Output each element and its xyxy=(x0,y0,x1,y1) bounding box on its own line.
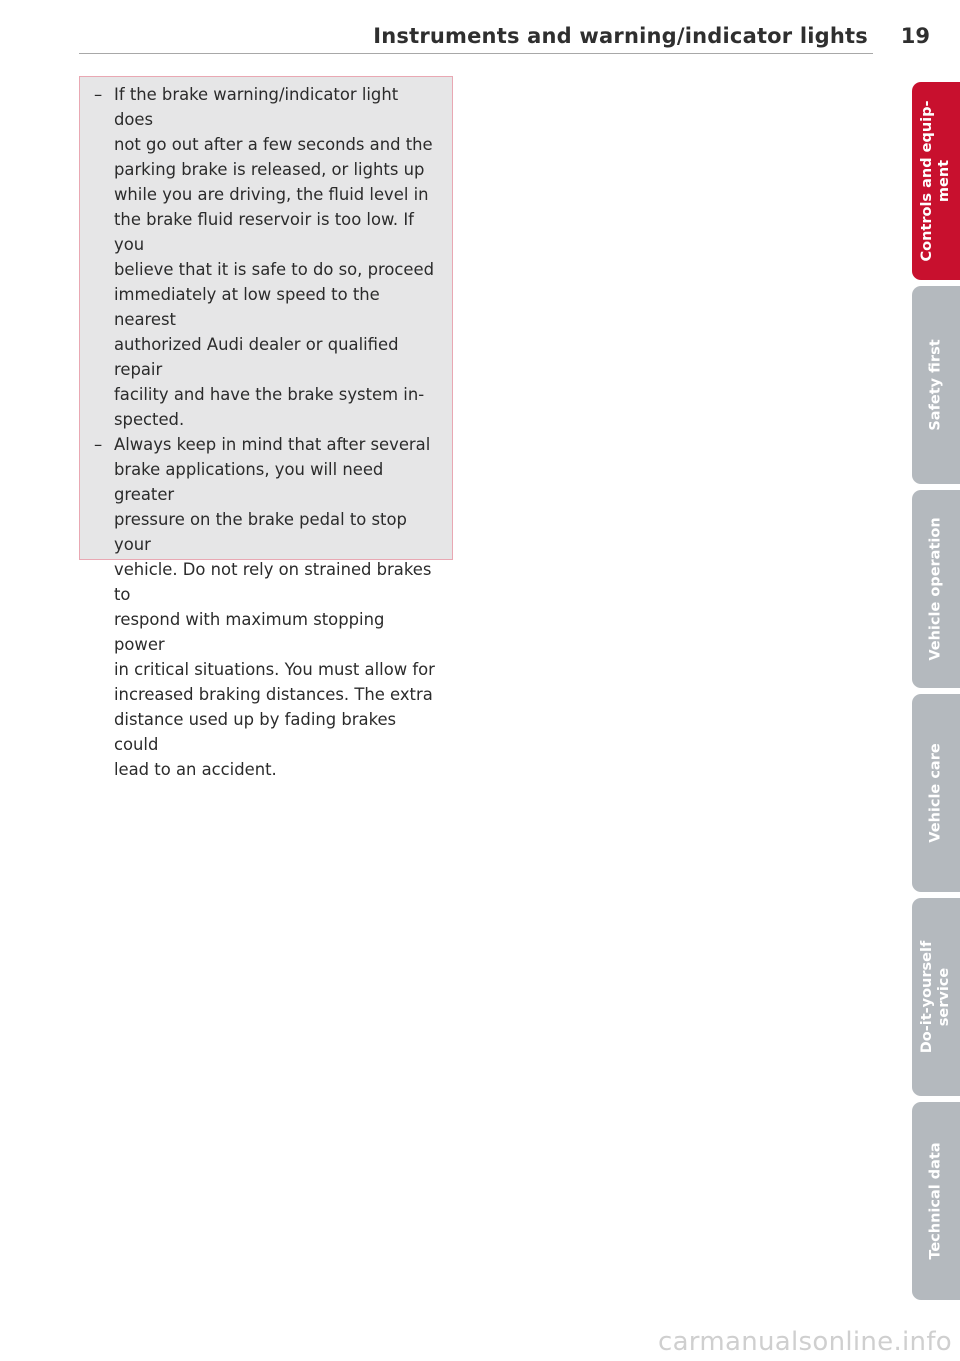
text-line: while you are driving, the fluid level in xyxy=(114,185,429,204)
tab-label xyxy=(928,1142,945,1259)
text-line: brake applications, you will need greater xyxy=(114,460,384,504)
text-line: respond with maximum stopping power xyxy=(114,610,385,654)
page-number: 19 xyxy=(900,24,930,48)
text-line: increased braking distances. The extra xyxy=(114,685,433,704)
list-dash: – xyxy=(94,435,103,454)
chapter-tab-vehicle-care[interactable] xyxy=(912,694,960,892)
tab-label xyxy=(919,100,953,261)
text-line: facility and have the brake system in- xyxy=(114,385,425,404)
warning-list xyxy=(94,82,440,782)
text-line: not go out after a few seconds and the xyxy=(114,135,433,154)
warning-box xyxy=(79,76,453,779)
text-line: lead to an accident. xyxy=(114,760,277,779)
warning-item xyxy=(94,432,440,782)
text-line: vehicle. Do not rely on strained brakes to xyxy=(114,560,432,604)
tab-label-line: Safety first xyxy=(927,339,944,431)
chapter-tab-controls-and-equipment[interactable] xyxy=(912,82,960,280)
tab-label-line: ment xyxy=(936,159,952,203)
tab-label xyxy=(928,339,945,430)
page-header-title: Instruments and warning/indicator lights xyxy=(373,24,868,48)
tab-label-line: Vehicle care xyxy=(927,743,944,843)
text-line: the brake fluid reservoir is too low. If you xyxy=(114,210,414,254)
tab-label-line: service xyxy=(936,967,952,1027)
tab-label-line: Technical data xyxy=(927,1142,944,1260)
text-line: If the brake warning/indicator light does xyxy=(114,85,399,129)
chapter-tab-safety-first[interactable] xyxy=(912,286,960,484)
text-line: in critical situations. You must allow for xyxy=(114,660,435,679)
text-line: immediately at low speed to the nearest xyxy=(114,285,380,329)
header-divider xyxy=(79,53,873,54)
text-line: distance used up by fading brakes could xyxy=(114,710,397,754)
tab-label xyxy=(919,941,953,1054)
text-line: pressure on the brake pedal to stop your xyxy=(114,510,407,554)
text-line: Always keep in mind that after several xyxy=(114,435,431,454)
text-line: spected. xyxy=(114,410,185,429)
text-line: believe that it is safe to do so, proceed xyxy=(114,260,435,279)
tab-label-line: Controls and equip- xyxy=(919,100,935,262)
warning-item xyxy=(94,82,440,432)
tab-label xyxy=(928,517,945,660)
chapter-tab-technical-data[interactable] xyxy=(912,1102,960,1300)
text-line: parking brake is released, or lights up xyxy=(114,160,425,179)
tab-label-line: Do-it-yourself xyxy=(919,940,935,1054)
list-dash: – xyxy=(94,85,103,104)
text-line: authorized Audi dealer or qualified repair xyxy=(114,335,399,379)
watermark: carmanualsonline.info xyxy=(657,1327,952,1357)
tab-label-line: Vehicle operation xyxy=(927,517,944,661)
tab-label xyxy=(928,743,945,842)
chapter-tab-do-it-yourself-service[interactable] xyxy=(912,898,960,1096)
chapter-tab-vehicle-operation[interactable] xyxy=(912,490,960,688)
